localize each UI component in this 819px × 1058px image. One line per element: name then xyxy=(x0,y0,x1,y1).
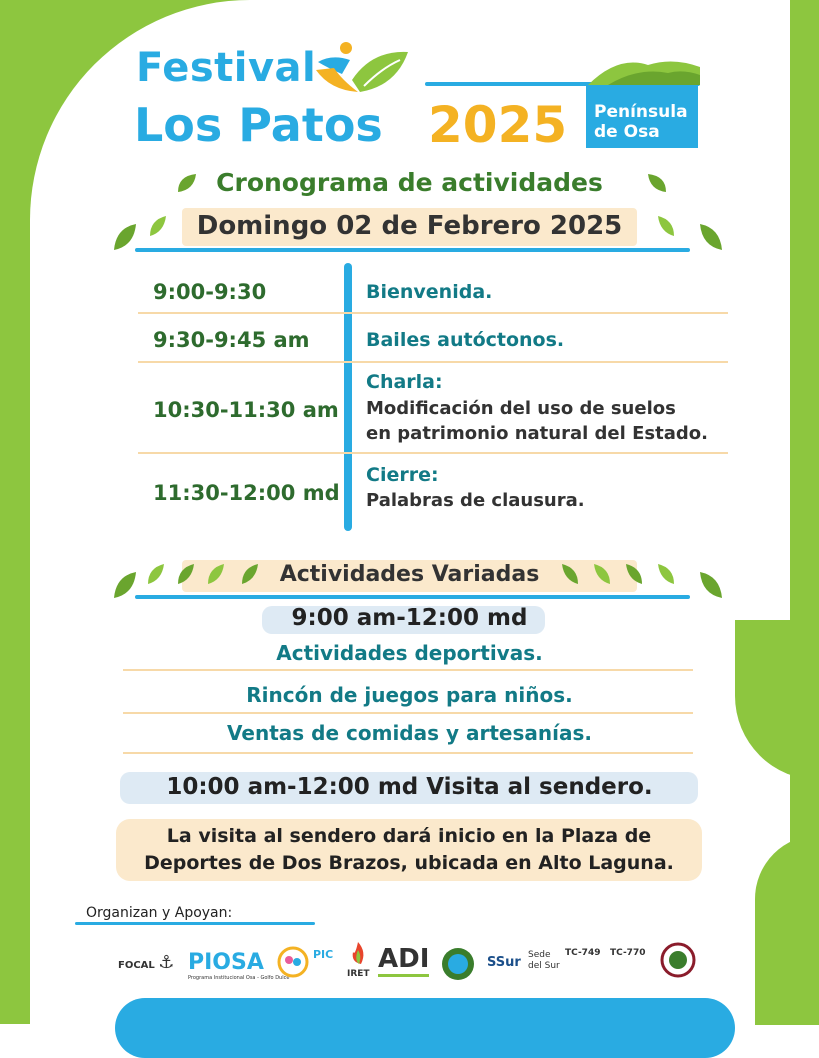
sendero-note xyxy=(116,823,702,877)
schedule-time: 9:00-9:30 xyxy=(153,280,267,304)
schedule-activity: Cierre: xyxy=(366,464,439,486)
variadas-time: 9:00 am-12:00 md xyxy=(291,605,528,631)
variadas-separator xyxy=(123,669,693,671)
ssur-logo xyxy=(487,955,521,970)
festival-logo-icon xyxy=(312,40,412,104)
dos-brazos-logo xyxy=(440,946,476,985)
schedule-activity: Bienvenida. xyxy=(366,281,493,303)
variadas-item: Actividades deportivas. xyxy=(276,641,543,665)
schedule-divider xyxy=(344,263,352,531)
variadas-separator xyxy=(123,752,693,754)
schedule-activity: Bailes autóctonos. xyxy=(366,329,565,351)
organizan-label: Organizan y Apoyan: xyxy=(86,905,233,921)
schedule-description: en patrimonio natural del Estado. xyxy=(366,423,708,444)
piosa-sublabel: Programa Institucional Osa - Golfo Dulce xyxy=(188,975,290,981)
variadas-item: Ventas de comidas y artesanías. xyxy=(227,721,592,745)
decor-right-green xyxy=(790,0,819,1024)
seal-logo xyxy=(660,942,696,981)
adi-logo xyxy=(378,944,429,974)
anchor-icon: ⚓ xyxy=(158,952,175,973)
variadas-separator xyxy=(123,712,693,714)
tc749-label: TC-749 xyxy=(565,948,601,958)
focal-label: FOCAL xyxy=(118,960,155,971)
pic-label: PIC xyxy=(313,948,334,961)
variadas-item: Rincón de juegos para niños. xyxy=(246,683,573,707)
sendero-note-line: La visita al sendero dará inicio en la Plaza de xyxy=(166,825,652,847)
schedule-time: 10:30-11:30 am xyxy=(153,398,339,422)
pic-icon xyxy=(277,946,309,978)
organizan-divider xyxy=(75,922,315,925)
variadas-title: Actividades Variadas xyxy=(279,562,540,587)
day-title: Domingo 02 de Febrero 2025 xyxy=(196,211,623,241)
schedule-activity: Charla: xyxy=(366,371,443,393)
pic-logo xyxy=(277,946,334,981)
schedule-description: Palabras de clausura. xyxy=(366,490,585,511)
variadas-divider xyxy=(135,595,690,599)
title-los-patos: Los Patos xyxy=(134,98,383,152)
schedule-separator xyxy=(138,361,728,363)
schedule-separator xyxy=(138,312,728,314)
flame-icon xyxy=(347,940,369,966)
iret-label: IRET xyxy=(347,969,370,979)
seal-icon xyxy=(660,942,696,978)
day-divider xyxy=(135,248,690,252)
schedule-time: 11:30-12:00 md xyxy=(153,481,340,505)
schedule-time: 9:30-9:45 am xyxy=(153,328,310,352)
de-osa-label: de Osa xyxy=(594,122,660,142)
piosa-logo xyxy=(188,950,289,981)
focal-logo xyxy=(118,952,174,973)
title-festival: Festival xyxy=(136,45,317,91)
subtitle-cronograma: Cronograma de actividades xyxy=(216,168,603,197)
schedule-description: Modificación del uso de suelos xyxy=(366,398,676,419)
iret-logo xyxy=(347,940,370,979)
sendero-note-line: Deportes de Dos Brazos, ubicada en Alto Laguna. xyxy=(144,852,674,874)
mountain-icon xyxy=(588,55,700,85)
schedule-separator xyxy=(138,452,728,454)
decor-bottom-bar xyxy=(115,998,735,1058)
sendero-time: 10:00 am-12:00 md Visita al sendero. xyxy=(166,774,653,800)
piosa-label: PIOSA xyxy=(188,950,264,975)
adi-label: ADI xyxy=(378,944,429,977)
peninsula-label: Península xyxy=(594,102,688,122)
tc770-label: TC-770 xyxy=(610,948,646,958)
sede-del-sur-label: Sede del Sur xyxy=(528,950,560,971)
emblem-icon xyxy=(440,946,476,982)
ssur-label: SSur xyxy=(487,955,521,970)
peninsula-badge xyxy=(586,86,698,148)
title-year: 2025 xyxy=(428,96,568,154)
